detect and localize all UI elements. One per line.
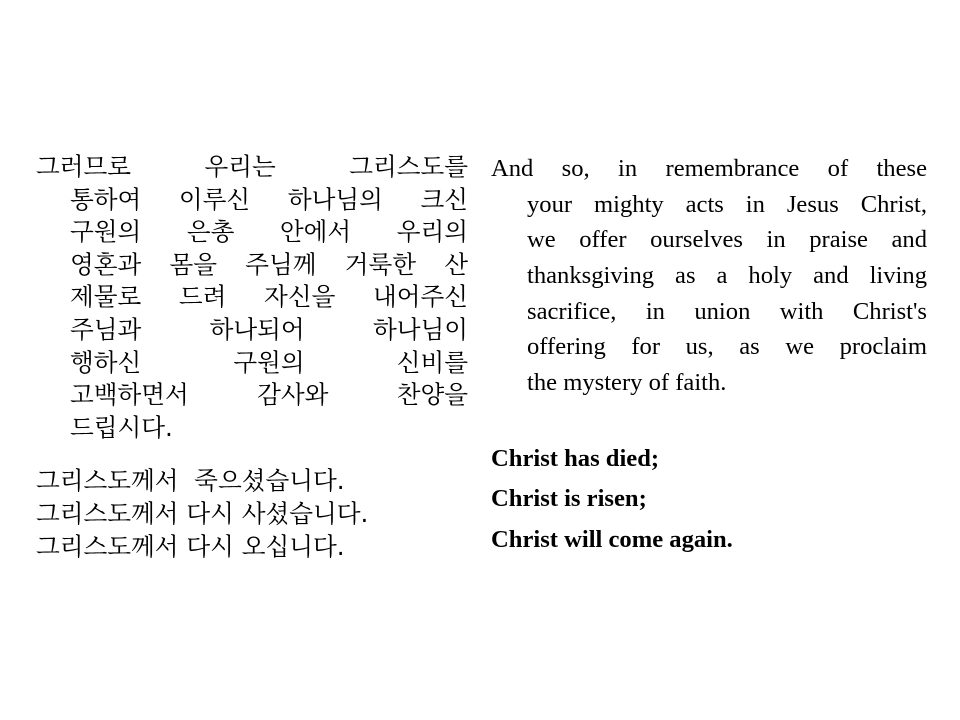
korean-prayer: [36, 151, 468, 444]
english-prayer-line: And so, in remembrance of these: [491, 155, 927, 182]
korean-prayer-line: 고백하면서 감사와 찬양을: [70, 380, 468, 410]
korean-prayer-line: 구원의 은총 안에서 우리의: [70, 217, 468, 247]
korean-prayer-line: 주님과 하나되어 하나님이: [70, 314, 468, 344]
korean-prayer-line: 영혼과 몸을 주님께 거룩한 산: [70, 249, 468, 279]
english-response: [491, 439, 927, 561]
korean-response-line: 그리스도께서 죽으셨습니다.: [36, 466, 345, 496]
english-response-line: Christ has died;: [491, 444, 660, 472]
english-prayer-line: we offer ourselves in praise and: [527, 226, 927, 254]
english-prayer-line: the mystery of faith.: [527, 369, 727, 397]
english-prayer-line: sacrifice, in union with Christ's: [527, 297, 927, 325]
english-prayer-line: your mighty acts in Jesus Christ,: [527, 190, 927, 218]
korean-prayer-line: 제물로 드려 자신을 내어주신: [70, 282, 468, 312]
korean-prayer-line: 그러므로 우리는 그리스도를: [36, 152, 468, 181]
korean-prayer-line: 통하여 이루신 하나님의 크신: [70, 184, 468, 214]
english-prayer-line: offering for us, as we proclaim: [527, 333, 927, 361]
english-column: [491, 151, 927, 560]
korean-response-line: 그리스도께서 다시 사셨습니다.: [36, 499, 369, 529]
korean-column: [36, 151, 468, 563]
english-prayer: [491, 151, 927, 401]
korean-prayer-line: 행하신 구원의 신비를: [70, 347, 468, 377]
korean-response-line: 그리스도께서 다시 오십니다.: [36, 532, 345, 562]
english-prayer-line: thanksgiving as a holy and living: [527, 262, 927, 290]
korean-prayer-line: 드립시다.: [70, 412, 173, 442]
english-response-line: Christ is risen;: [491, 485, 647, 513]
korean-response: [36, 464, 468, 563]
english-response-line: Christ will come again.: [491, 525, 733, 553]
